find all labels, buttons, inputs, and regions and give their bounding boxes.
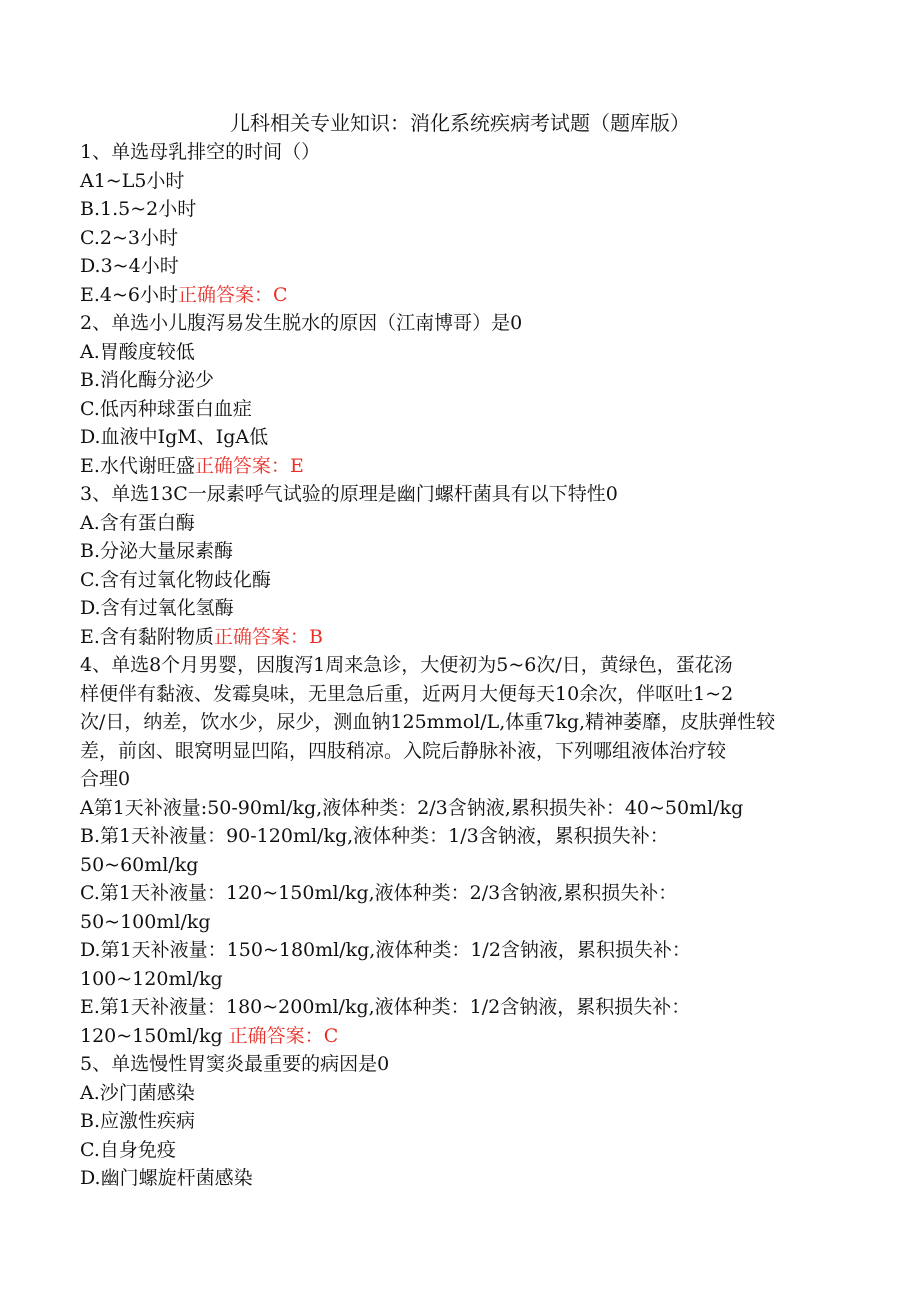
option-c: C.低丙种球蛋白血症 — [80, 397, 252, 420]
answer-label: 正确答案： — [213, 625, 309, 648]
option-d: D.含有过氧化氢酶 — [80, 597, 234, 619]
answer-label: 正确答案： — [178, 283, 274, 306]
option-c-continued: 50~100ml/kg — [80, 910, 211, 933]
option-e-with-answer — [80, 623, 832, 652]
option-e: E.含有黏附物质 — [80, 625, 214, 648]
question-stem: 1、单选母乳排空的时间（） — [80, 141, 321, 163]
page-title: 儿科相关专业知识：消化系统疾病考试题（题库版） — [230, 111, 690, 135]
option-c: C.2~3小时 — [80, 226, 178, 249]
option-b: B.消化酶分泌少 — [80, 369, 215, 391]
answer-value: E — [289, 454, 304, 477]
option-b: B.分泌大量尿素酶 — [80, 540, 234, 562]
question-stem: 2、单选小儿腹泻易发生脱水的原因（江南博哥）是0 — [80, 312, 523, 334]
option-b: B.1.5~2小时 — [80, 198, 197, 220]
option-e-continued: 120~150ml/kg — [80, 1024, 223, 1047]
option-a: A.胃酸度较低 — [80, 340, 195, 363]
option-d: D.第1天补液量：150~180ml/kg,液体种类：1/2含钠液，累积损失补： — [80, 939, 691, 961]
question-stem-line: 4、单选8个月男婴，因腹泻1周来急诊，大便初为5~6次/日，黄绿色，蛋花汤 — [80, 654, 733, 676]
option-b-continued: 50~60ml/kg — [80, 853, 199, 876]
question-stem-line: 次/日，纳差，饮水少，尿少，测血钠125mmol/L,体重7kg,精神萎靡，皮肤弹性较 — [80, 711, 776, 733]
option-a: A.含有蛋白酶 — [80, 511, 195, 534]
answer-value: B — [308, 625, 323, 648]
option-c: C.自身免疫 — [80, 1138, 176, 1161]
option-b: B.第1天补液量：90-120ml/kg,液体种类：1/3含钠液，累积损失补： — [80, 825, 669, 847]
option-e-continued-with-answer — [80, 1022, 832, 1051]
option-b: B.应激性疾病 — [80, 1110, 196, 1132]
option-e: E.4~6小时 — [80, 283, 179, 306]
option-e-with-answer — [80, 281, 832, 310]
question-stem-line: 样便伴有黏液、发霉臭味，无里急后重，近两月大便每天10余次，伴呕吐1~2 — [80, 682, 734, 705]
option-d: D.血液中IgM、IgA低 — [80, 426, 269, 448]
option-c: C.含有过氧化物歧化酶 — [80, 568, 271, 591]
answer-label: 正确答案： — [194, 454, 290, 477]
question-stem-line: 差，前囟、眼窝明显凹陷，四肢稍凉。入院后静脉补液，下列哪组液体治疗较 — [80, 739, 727, 762]
question-list — [80, 138, 832, 1193]
option-e: E.第1天补液量：180~200ml/kg,液体种类：1/2含钠液，累积损失补： — [80, 996, 691, 1018]
option-a: A第1天补液量:50-90ml/kg,液体种类：2/3含钠液,累积损失补：40~50ml/kg — [80, 796, 744, 819]
question-stem: 5、单选慢性胃窦炎最重要的病因是0 — [80, 1053, 390, 1075]
answer-value: C — [323, 1024, 339, 1047]
option-e-with-answer — [80, 452, 832, 481]
option-a: A1~L5小时 — [80, 169, 185, 192]
option-d: D.幽门螺旋杆菌感染 — [80, 1167, 253, 1189]
answer-value: C — [273, 283, 288, 306]
question-stem: 3、单选13C一尿素呼气试验的原理是幽门螺杆菌具有以下特性0 — [80, 483, 618, 505]
answer-label: 正确答案： — [228, 1024, 324, 1047]
option-a: A.沙门菌感染 — [80, 1081, 195, 1104]
option-d-continued: 100~120ml/kg — [80, 967, 223, 990]
option-c: C.第1天补液量：120~150ml/kg,液体种类：2/3含钠液,累积损失补： — [80, 882, 678, 904]
option-d: D.3~4小时 — [80, 255, 179, 277]
question-stem-line: 合理0 — [80, 768, 131, 790]
option-e: E.水代谢旺盛 — [80, 454, 195, 477]
